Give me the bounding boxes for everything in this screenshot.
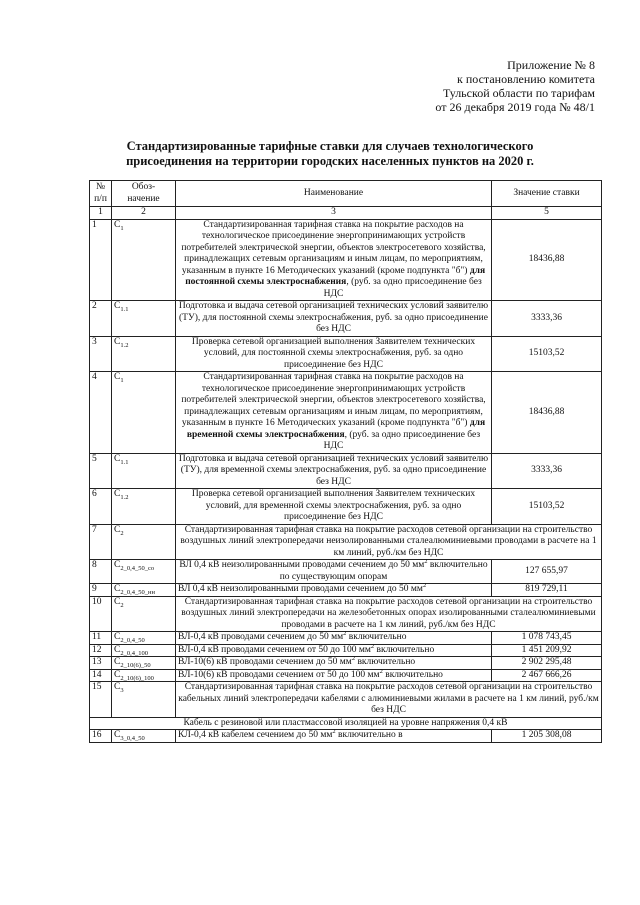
row-code: $C_{2\_10(6)\_100}$ xyxy=(112,669,176,682)
row-code: $C_2$ xyxy=(112,596,176,632)
appendix-line: Приложение № 8 xyxy=(507,58,595,72)
row-num: 5 xyxy=(90,453,112,489)
row-num: 9 xyxy=(90,584,112,597)
row-code: $C_{1.2}$ xyxy=(112,489,176,525)
col-number: 2 xyxy=(112,207,176,220)
row-name: Стандартизированная тарифная ставка на покрытие расходов сетевой организации на строительство кабельных линий электропередачи кабелями с алюминиевыми жилами в расчете на 1 км линий, руб./км без НДС xyxy=(176,682,602,718)
header-value: Значение ставки xyxy=(492,181,602,207)
row-value: 819 729,11 xyxy=(492,584,602,597)
cable-section-heading: Кабель с резиновой или пластмассовой изоляцией на уровне напряжения 0,4 кВ xyxy=(90,717,602,730)
row-name: Стандартизированная тарифная ставка на покрытие расходов на технологическое присоединение энергопринимающих устройств потребителей электрической энергии, объектов электросетевого хозяйства, принадлежащих сетевым организациям и иным лицам, по мероприятиям, указанным в пункте 16 Методических указаний (кроме подпункта "б") для постоянной схемы электроснабжения, (руб. за одно присоединение без НДС xyxy=(176,219,492,301)
table-row xyxy=(90,301,602,337)
col-number: 3 xyxy=(176,207,492,220)
table-row xyxy=(90,657,602,670)
row-value: 3333,36 xyxy=(492,453,602,489)
row-value: 1 451 209,92 xyxy=(492,644,602,657)
row-value: 2 467 666,26 xyxy=(492,669,602,682)
table-row xyxy=(90,596,602,632)
row-num: 16 xyxy=(90,730,112,743)
title-line: присоединения на территории городских населенных пунктов на 2020 г. xyxy=(126,154,534,168)
row-num: 1 xyxy=(90,219,112,301)
row-code: $C_1$ xyxy=(112,219,176,301)
tariff-table xyxy=(89,180,602,743)
document-title xyxy=(60,139,600,169)
header-code: Обоз- начение xyxy=(112,181,176,207)
table-row xyxy=(90,644,602,657)
row-code: $C_{1.2}$ xyxy=(112,336,176,372)
row-value: 3333,36 xyxy=(492,301,602,337)
row-num: 3 xyxy=(90,336,112,372)
row-value: 127 655,97 xyxy=(492,560,602,584)
table-row xyxy=(90,560,602,584)
appendix-header xyxy=(335,58,595,114)
appendix-line: к постановлению комитета xyxy=(457,72,595,86)
row-num: 12 xyxy=(90,644,112,657)
col-number: 1 xyxy=(90,207,112,220)
row-name: Подготовка и выдача сетевой организацией технических условий заявителю (ТУ), для временной схемы электроснабжения, руб. за одно присоединение без НДС xyxy=(176,453,492,489)
row-value: 18436,88 xyxy=(492,219,602,301)
header-num: № п/п xyxy=(90,181,112,207)
table-row xyxy=(90,730,602,743)
table-row xyxy=(90,682,602,718)
table-row xyxy=(90,632,602,645)
row-name: ВЛ-10(6) кВ проводами сечением до 50 $мм^2$ включительно xyxy=(176,657,492,670)
row-code: $C_{1.1}$ xyxy=(112,453,176,489)
row-num: 14 xyxy=(90,669,112,682)
row-name: ВЛ 0,4 кВ неизолированными проводами сечением до 50 $мм^2$ включительно по существующим опорам xyxy=(176,560,492,584)
row-name: ВЛ-10(6) кВ проводами сечением от 50 до 100 $мм^2$ включительно xyxy=(176,669,492,682)
row-value: 15103,52 xyxy=(492,489,602,525)
row-code: $C_{1.1}$ xyxy=(112,301,176,337)
appendix-line: от 26 декабря 2019 года № 48/1 xyxy=(435,100,595,114)
row-num: 6 xyxy=(90,489,112,525)
row-num: 13 xyxy=(90,657,112,670)
row-name: ВЛ-0,4 кВ проводами сечением от 50 до 100 $мм^2$ включительно xyxy=(176,644,492,657)
title-line: Стандартизированные тарифные ставки для случаев технологического xyxy=(126,139,534,153)
row-num: 2 xyxy=(90,301,112,337)
table-header-row xyxy=(90,181,602,207)
row-code: $C_3$ xyxy=(112,682,176,718)
row-code: $C_{3\_0,4\_50}$ xyxy=(112,730,176,743)
row-name: Стандартизированная тарифная ставка на покрытие расходов сетевой организации на строительство воздушных линий электропередачи неизолированными сталеалюминиевыми проводами в расчете на 1 км линий, руб./км без НДС xyxy=(176,524,602,560)
table-row xyxy=(90,584,602,597)
row-name: Подготовка и выдача сетевой организацией технических условий заявителю (ТУ), для постоянной схемы электроснабжения, руб. за одно присоединение без НДС xyxy=(176,301,492,337)
row-name: ВЛ-0,4 кВ проводами сечением до 50 $мм^2$ включительно xyxy=(176,632,492,645)
col-number: 5 xyxy=(492,207,602,220)
row-code: $C_1$ xyxy=(112,372,176,454)
row-num: 15 xyxy=(90,682,112,718)
row-name: Проверка сетевой организацией выполнения Заявителем технических условий, для постоянной схемы электроснабжения, руб. за одно присоединение без НДС xyxy=(176,336,492,372)
appendix-line: Тульской области по тарифам xyxy=(442,86,595,100)
table-numbering-row xyxy=(90,207,602,220)
row-value: 18436,88 xyxy=(492,372,602,454)
cable-section-row xyxy=(90,717,602,730)
table-row xyxy=(90,669,602,682)
row-code: $C_2$ xyxy=(112,524,176,560)
row-name: КЛ-0,4 кВ кабелем сечением до 50 $мм^2$ включительно в xyxy=(176,730,492,743)
row-num: 10 xyxy=(90,596,112,632)
table-row xyxy=(90,489,602,525)
table-row xyxy=(90,219,602,301)
table-row xyxy=(90,453,602,489)
row-code: $C_{2\_0,4\_100}$ xyxy=(112,644,176,657)
table-row xyxy=(90,524,602,560)
row-num: 8 xyxy=(90,560,112,584)
table-row xyxy=(90,372,602,454)
row-num: 4 xyxy=(90,372,112,454)
row-name: Проверка сетевой организацией выполнения Заявителем технических условий, для временной схемы электроснабжения, руб. за одно присоединение без НДС xyxy=(176,489,492,525)
row-code: $C_{2\_10(6)\_50}$ xyxy=(112,657,176,670)
row-name: Стандартизированная тарифная ставка на покрытие расходов сетевой организации на строительство воздушных линий электропередачи на железобетонных опорах изолированными сталеалюминиевыми проводами в расчете на 1 км линий, руб./км без НДС xyxy=(176,596,602,632)
row-value: 1 078 743,45 xyxy=(492,632,602,645)
row-code: $C_{2\_0,4\_50\_нн}$ xyxy=(112,584,176,597)
row-num: 11 xyxy=(90,632,112,645)
row-value: 2 902 295,48 xyxy=(492,657,602,670)
row-name: ВЛ 0,4 кВ неизолированными проводами сечением до 50 $мм^2$ xyxy=(176,584,492,597)
header-name: Наименование xyxy=(176,181,492,207)
table-row xyxy=(90,336,602,372)
row-value: 15103,52 xyxy=(492,336,602,372)
row-name: Стандартизированная тарифная ставка на покрытие расходов на технологическое присоединение энергопринимающих устройств потребителей электрической энергии, объектов электросетевого хозяйства, принадлежащих сетевым организациям и иным лицам, по мероприятиям, указанным в пункте 16 Методических указаний (кроме подпункта "б") для временной схемы электроснабжения, (руб. за одно присоединение без НДС xyxy=(176,372,492,454)
row-value: 1 205 308,08 xyxy=(492,730,602,743)
row-code: $C_{2\_0,4\_50\_со}$ xyxy=(112,560,176,584)
row-code: $C_{2\_0,4\_50}$ xyxy=(112,632,176,645)
row-num: 7 xyxy=(90,524,112,560)
